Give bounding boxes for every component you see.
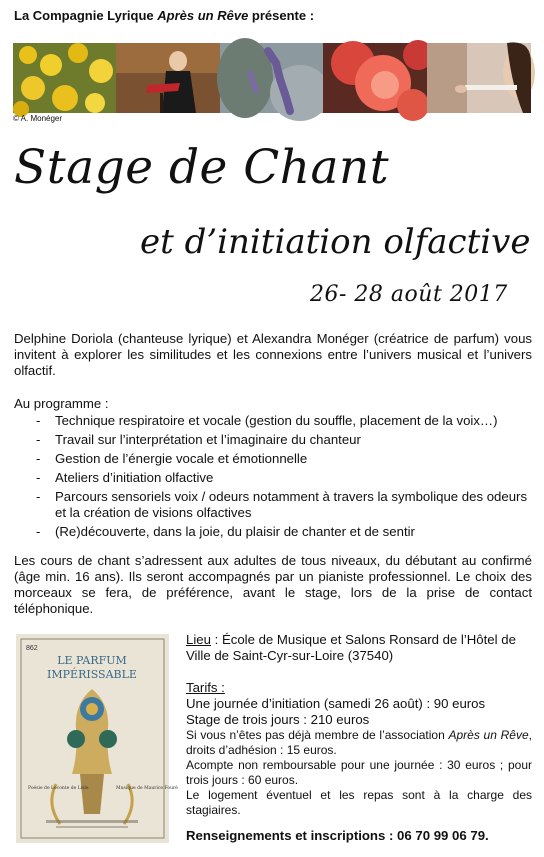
price-three-days: Stage de trois jours : 210 euros [186, 712, 370, 727]
programme-heading: Au programme : [14, 396, 109, 411]
list-item: - Parcours sensoriels voix / odeurs notamment à travers la symbolique des odeurs et la création de visions olfactives [14, 489, 534, 521]
yellow-flowers-photo [13, 43, 116, 113]
poster-title-line1: LE PARFUM [57, 654, 127, 667]
poster-right-credit: Musique de Maurice Fouré [116, 786, 178, 791]
list-item: - Technique respiratoire et vocale (gestion du souffle, placement de la voix…) [14, 413, 534, 429]
poster-left-credit: Poésie de Leconte de Lisle [28, 786, 89, 791]
presenter-line [14, 8, 314, 23]
presenter-prefix: La Compagnie Lyrique [14, 8, 158, 23]
prices-block [186, 680, 532, 818]
poster-number: 862 [26, 645, 38, 652]
subtitle: et d’initiation olfactive [140, 222, 531, 262]
list-item: - Travail sur l’interprétation et l’imaginaire du chanteur [14, 432, 534, 448]
association-name: Après un Rêve [448, 728, 529, 742]
peony-photo [323, 43, 427, 113]
presenter-suffix: présente : [248, 8, 315, 23]
event-dates: 26- 28 août 2017 [310, 282, 508, 307]
venue-label: Lieu [186, 632, 211, 647]
photo-strip [13, 43, 531, 113]
company-name: Après un Rêve [157, 8, 249, 23]
price-one-day: Une journée d’initiation (samedi 26 août) : 90 euros [186, 696, 486, 711]
photo-credit: © A. Monéger [13, 114, 63, 123]
courses-paragraph: Les cours de chant s’adressent aux adultes de tous niveaux, du débutant au confirmé (âge min. 16 ans). Ils seront accompagnés par un pianiste professionnel. Le choix des morceaux se fera, de préférence, avant le stage, lors de la prise de contact téléphonique. [14, 553, 532, 616]
venue-block: Lieu : École de Musique et Salons Ronsard de l’Hôtel de Ville de Saint-Cyr-sur-Loire (37540) [186, 632, 516, 663]
lavender-photo [220, 43, 323, 113]
list-item: - (Re)découverte, dans la joie, du plaisir de chanter et de sentir [14, 524, 534, 540]
programme-list [14, 413, 534, 543]
main-title: Stage de Chant [14, 140, 390, 195]
perfumer-photo [427, 43, 531, 113]
contact-line: Renseignements et inscriptions : 06 70 99 06 79. [186, 828, 489, 843]
list-item: - Ateliers d’initiation olfactive [14, 470, 534, 486]
venue-text: École de Musique et Salons Ronsard de l’Hôtel de Ville de Saint-Cyr-sur-Loire (37540) [186, 632, 516, 663]
sheet-music-cover-image [16, 634, 178, 843]
list-item: - Gestion de l’énergie vocale et émotionnelle [14, 451, 534, 467]
prices-heading: Tarifs : [186, 680, 225, 695]
intro-paragraph: Delphine Doriola (chanteuse lyrique) et Alexandra Monéger (créatrice de parfum) vous invitent à explorer les similitudes et les connexions entre l’univers musical et l’univers olfactif. [14, 331, 532, 378]
membership-note: Si vous n’êtes pas déjà membre de l’association Après un Rêve, droits d’adhésion : 15 euros. [186, 728, 532, 757]
deposit-note: Acompte non remboursable pour une journée : 30 euros ; pour trois jours : 60 euros. [186, 758, 532, 787]
poster-title-line2: IMPÉRISSABLE [47, 668, 137, 681]
singer-photo [116, 43, 220, 113]
lodging-note: Le logement éventuel et les repas sont à la charge des stagiaires. [186, 788, 532, 817]
